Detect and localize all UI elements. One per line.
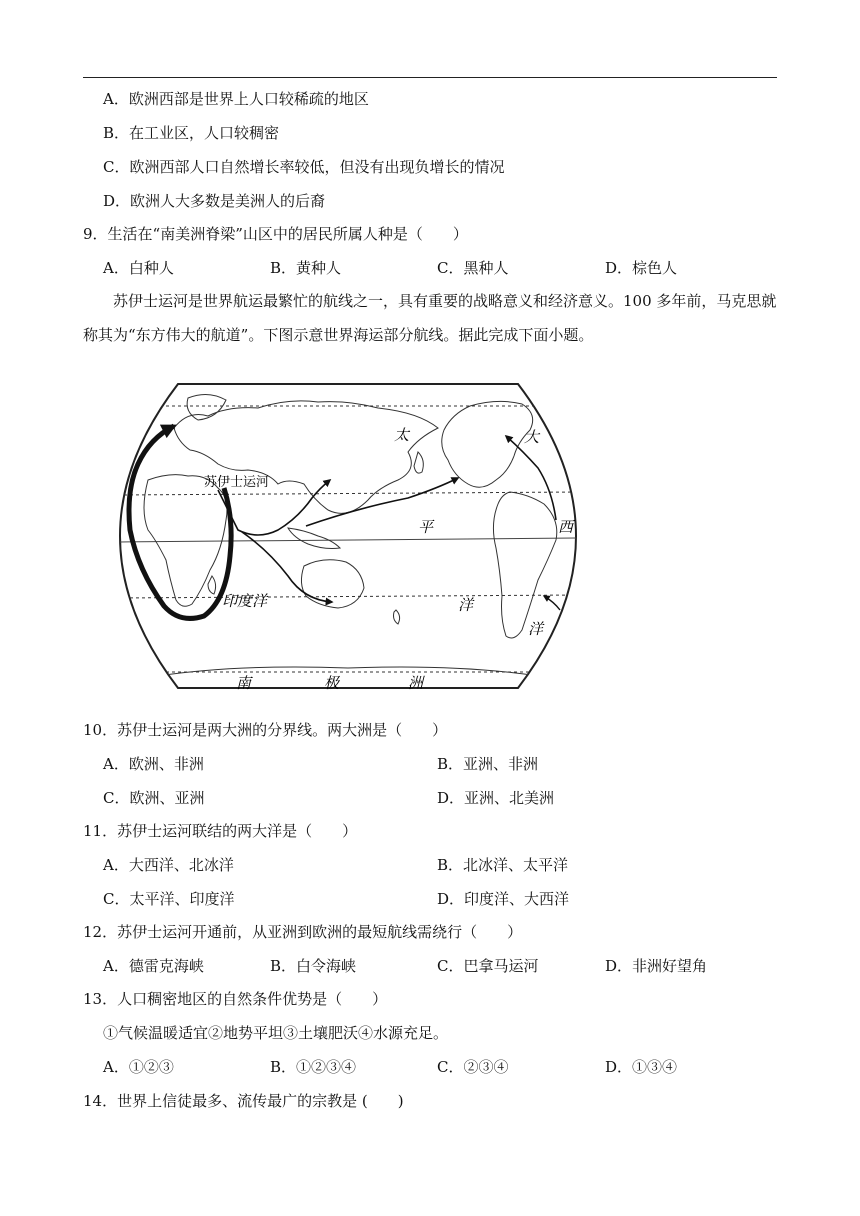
intro-paragraph: 苏伊士运河是世界航运最繁忙的航线之一，具有重要的战略意义和经济意义。100 多年前，马克思就称其为“东方伟大的航道”。下图示意世界海运部分航线。据此完成下面小题。 bbox=[83, 292, 777, 344]
q12-option-c[interactable]: C．巴拿马运河 bbox=[437, 957, 539, 975]
q13-option-a[interactable]: A．①②③ bbox=[103, 1058, 174, 1076]
q9-option-a[interactable]: A．白种人 bbox=[103, 259, 174, 277]
q13-option-c[interactable]: C．②③④ bbox=[437, 1058, 509, 1076]
suez-canal-label: 苏伊士运河 bbox=[204, 475, 270, 490]
q10-option-c[interactable]: C．欧洲、亚洲 bbox=[103, 789, 205, 807]
q9-option-c[interactable]: C．黑种人 bbox=[437, 259, 509, 277]
q10-option-a[interactable]: A．欧洲、非洲 bbox=[103, 755, 204, 773]
q11-stem: 11．苏伊士运河联结的两大洋是（ ） bbox=[83, 822, 358, 840]
antarctica-label-2: 极 bbox=[324, 674, 340, 692]
q12-option-a[interactable]: A．德雷克海峡 bbox=[103, 957, 204, 975]
atlantic-label-3: 洋 bbox=[528, 620, 544, 638]
pacific-label-2: 平 bbox=[418, 518, 434, 536]
q8-option-c[interactable]: C．欧洲西部人口自然增长率较低，但没有出现负增长的情况 bbox=[103, 158, 505, 176]
q13-option-d[interactable]: D．①③④ bbox=[605, 1058, 678, 1076]
q9-option-d[interactable]: D．棕色人 bbox=[605, 259, 678, 277]
pacific-label-3: 洋 bbox=[458, 596, 474, 614]
pacific-label-1: 太 bbox=[394, 426, 410, 444]
q13-conditions: ①气候温暖适宜②地势平坦③土壤肥沃④水源充足。 bbox=[103, 1024, 449, 1042]
q10-option-b[interactable]: B．亚洲、非洲 bbox=[437, 755, 539, 773]
q13-stem: 13．人口稠密地区的自然条件优势是（ ） bbox=[83, 990, 388, 1008]
q11-option-d[interactable]: D．印度洋、大西洋 bbox=[437, 890, 570, 908]
q8-option-b[interactable]: B．在工业区，人口较稠密 bbox=[103, 124, 280, 142]
indian-ocean-label: 印度洋 bbox=[222, 592, 268, 610]
q11-option-b[interactable]: B．北冰洋、太平洋 bbox=[437, 856, 569, 874]
q12-option-b[interactable]: B．白令海峡 bbox=[270, 957, 357, 975]
q8-option-d[interactable]: D．欧洲人大多数是美洲人的后裔 bbox=[103, 192, 326, 210]
atlantic-label-1: 大 bbox=[524, 428, 540, 446]
q8-option-a[interactable]: A．欧洲西部是世界上人口较稀疏的地区 bbox=[103, 90, 369, 108]
q12-stem: 12．苏伊士运河开通前，从亚洲到欧洲的最短航线需绕行（ ） bbox=[83, 923, 523, 941]
antarctica-label-3: 洲 bbox=[408, 674, 424, 692]
q14-stem: 14．世界上信徒最多、流传最广的宗教是 ( ) bbox=[83, 1092, 404, 1110]
q11-option-a[interactable]: A．大西洋、北冰洋 bbox=[103, 856, 234, 874]
q11-option-c[interactable]: C．太平洋、印度洋 bbox=[103, 890, 235, 908]
atlantic-label-2: 西 bbox=[558, 518, 574, 536]
q9-option-b[interactable]: B．黄种人 bbox=[270, 259, 342, 277]
q10-option-d[interactable]: D．亚洲、北美洲 bbox=[437, 789, 555, 807]
map-frame bbox=[120, 384, 576, 688]
q12-option-d[interactable]: D．非洲好望角 bbox=[605, 957, 708, 975]
header-rule bbox=[83, 77, 777, 78]
q13-option-b[interactable]: B．①②③④ bbox=[270, 1058, 357, 1076]
world-shipping-map bbox=[118, 380, 578, 692]
antarctica-label-1: 南 bbox=[236, 674, 252, 692]
q10-stem: 10．苏伊士运河是两大洲的分界线。两大洲是（ ） bbox=[83, 721, 448, 739]
q9-stem: 9．生活在“南美洲脊梁”山区中的居民所属人种是（ ） bbox=[83, 225, 468, 243]
